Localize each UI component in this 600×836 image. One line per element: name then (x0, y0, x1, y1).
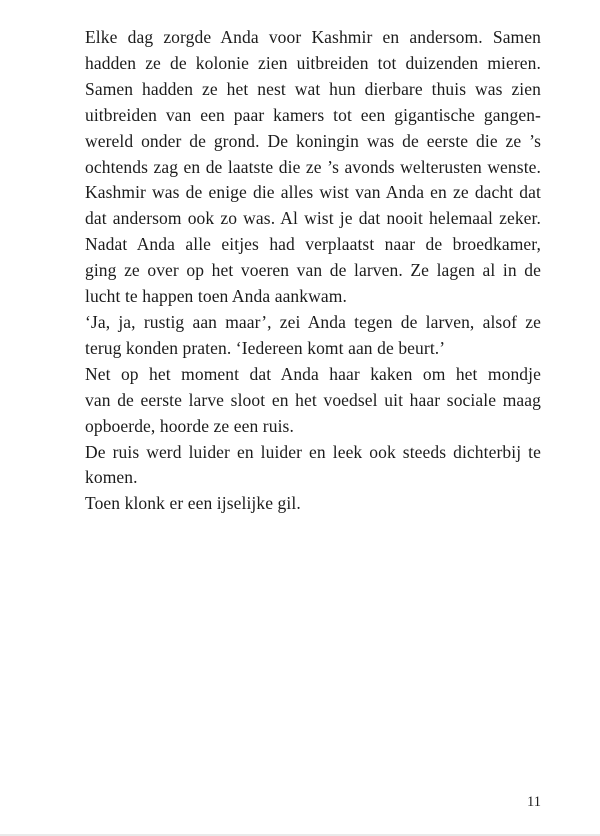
text-line: lucht te happen toen Anda aankwam. (85, 286, 347, 307)
text-line: Kashmir was de enige die alles wist van Anda en ze dacht dat (85, 182, 541, 203)
text-line: ochtends zag en de laatste die ze ’s avonds welterusten wenste. (85, 156, 541, 177)
text-line: opboerde, hoorde ze een ruis. (85, 415, 294, 436)
text-line: Toen klonk er een ijselijke gil. (85, 493, 301, 514)
text-line: hadden ze de kolonie zien uitbreiden tot duizenden mieren. (85, 52, 541, 73)
text-line: Elke dag zorgde Anda voor Kashmir en andersom. Samen (85, 27, 541, 47)
text-line: wereld onder de grond. De koningin was de eerste die ze ’s (85, 130, 541, 151)
text-line: dat andersom ook zo was. Al wist je dat nooit helemaal zeker. (85, 208, 541, 229)
text-line: Nadat Anda alle eitjes had verplaatst naar de broedkamer, (85, 234, 541, 255)
text-line: De ruis werd luider en luider en leek ook steeds dichterbij te (85, 441, 541, 462)
text-block (85, 25, 541, 517)
text-line: terug konden praten. ‘Iedereen komt aan de beurt.’ (85, 337, 446, 358)
text-line: komen. (85, 467, 138, 488)
text-line: van de eerste larve sloot en het voedsel uit haar sociale maag (85, 389, 541, 410)
text-line: Net op het moment dat Anda haar kaken om het mondje (85, 363, 541, 384)
page-number: 11 (527, 794, 541, 810)
text-line: ‘Ja, ja, rustig aan maar’, zei Anda tegen de larven, alsof ze (85, 311, 541, 332)
text-line: uitbreiden van een paar kamers tot een gigantische gangen- (85, 104, 541, 125)
text-line: Samen hadden ze het nest wat hun dierbare thuis was zien (85, 78, 541, 99)
text-line: ging ze over op het voeren van de larven. Ze lagen al in de (85, 260, 541, 281)
